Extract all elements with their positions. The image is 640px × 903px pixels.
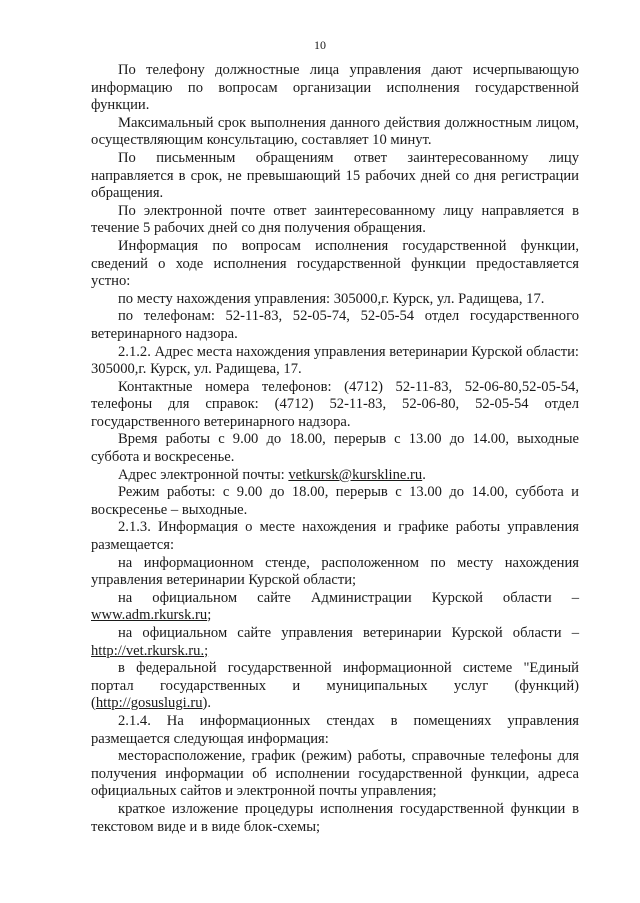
gosuslugi-link[interactable]: http://gosuslugi.ru bbox=[95, 695, 203, 712]
paragraph-text: на официальном сайте Администрации Курской области – bbox=[118, 589, 579, 606]
email-link[interactable]: vetkursk@kurskline.ru bbox=[288, 466, 423, 483]
paragraph bbox=[91, 467, 579, 485]
paragraph-text: ; bbox=[207, 607, 212, 624]
paragraph: Режим работы: с 9.00 до 18.00, перерыв с 13.00 до 14.00, суббота и воскресенье – выходные. bbox=[91, 484, 579, 518]
document-body bbox=[91, 62, 579, 836]
paragraph: Информация по вопросам исполнения государственной функции, сведений о ходе исполнения государственной функции предоставляется устно: bbox=[91, 237, 579, 290]
paragraph: 2.1.4. На информационных стендах в помещениях управления размещается следующая информация: bbox=[91, 712, 579, 747]
paragraph: По телефону должностные лица управления дают исчерпывающую информацию по вопросам организации исполнения государственной функции. bbox=[91, 62, 579, 114]
paragraph: 2.1.3. Информация о месте нахождения и графике работы управления размещается: bbox=[91, 519, 579, 554]
adm-site-link[interactable]: www.adm.rkursk.ru bbox=[91, 607, 208, 624]
paragraph: на информационном стенде, расположенном по месту нахождения управления ветеринарии Курской области; bbox=[91, 554, 579, 589]
paragraph: краткое изложение процедуры исполнения государственной функции в текстовом виде и в виде блок-схемы; bbox=[91, 800, 579, 835]
paragraph: Контактные номера телефонов: (4712) 52-11-83, 52-06-80,52-05-54, телефоны для справок: (4712) 52-11-83, 52-06-80, 52-05-54 отдел государственного ветеринарного надзора. bbox=[91, 378, 579, 430]
paragraph-text: на официальном сайте управления ветеринарии Курской области – bbox=[118, 625, 579, 641]
paragraph-text: Адрес электронной почты: bbox=[118, 466, 289, 483]
paragraph: 2.1.2. Адрес места нахождения управления ветеринарии Курской области: 305000,г. Курск, ул. Радищева, 17. bbox=[91, 343, 579, 378]
page-number: 10 bbox=[314, 38, 326, 52]
vet-site-link[interactable]: http://vet.rkursk.ru.; bbox=[91, 642, 209, 659]
paragraph: Максимальный срок выполнения данного действия должностным лицом, осуществляющим консультацию, составляет 10 минут. bbox=[91, 114, 579, 149]
paragraph: по месту нахождения управления: 305000,г. Курск, ул. Радищева, 17. bbox=[118, 290, 545, 307]
paragraph-text: ). bbox=[202, 695, 212, 712]
paragraph: по телефонам: 52-11-83, 52-05-74, 52-05-54 отдел государственного ветеринарного надзора. bbox=[91, 308, 579, 342]
paragraph bbox=[91, 590, 579, 625]
paragraph: По письменным обращениям ответ заинтересованному лицу направляется в срок, не превышающий 15 рабочих дней со дня регистрации обращения. bbox=[91, 149, 579, 202]
paragraph bbox=[91, 625, 579, 660]
paragraph-text: . bbox=[422, 466, 426, 483]
paragraph: По электронной почте ответ заинтересованному лицу направляется в течение 5 рабочих дней со дня получения обращения. bbox=[91, 202, 579, 237]
paragraph: месторасположение, график (режим) работы, справочные телефоны для получения информации об исполнении государственной функции, адреса официальных сайтов и электронной почты управления; bbox=[91, 748, 579, 800]
paragraph-text: в федеральной государственной информационной системе "Единый портал государственных и муниципальных услуг (функций) ( bbox=[91, 660, 579, 712]
paragraph bbox=[91, 660, 579, 713]
paragraph: Время работы с 9.00 до 18.00, перерыв с 13.00 до 14.00, выходные суббота и воскресенье. bbox=[91, 431, 579, 466]
